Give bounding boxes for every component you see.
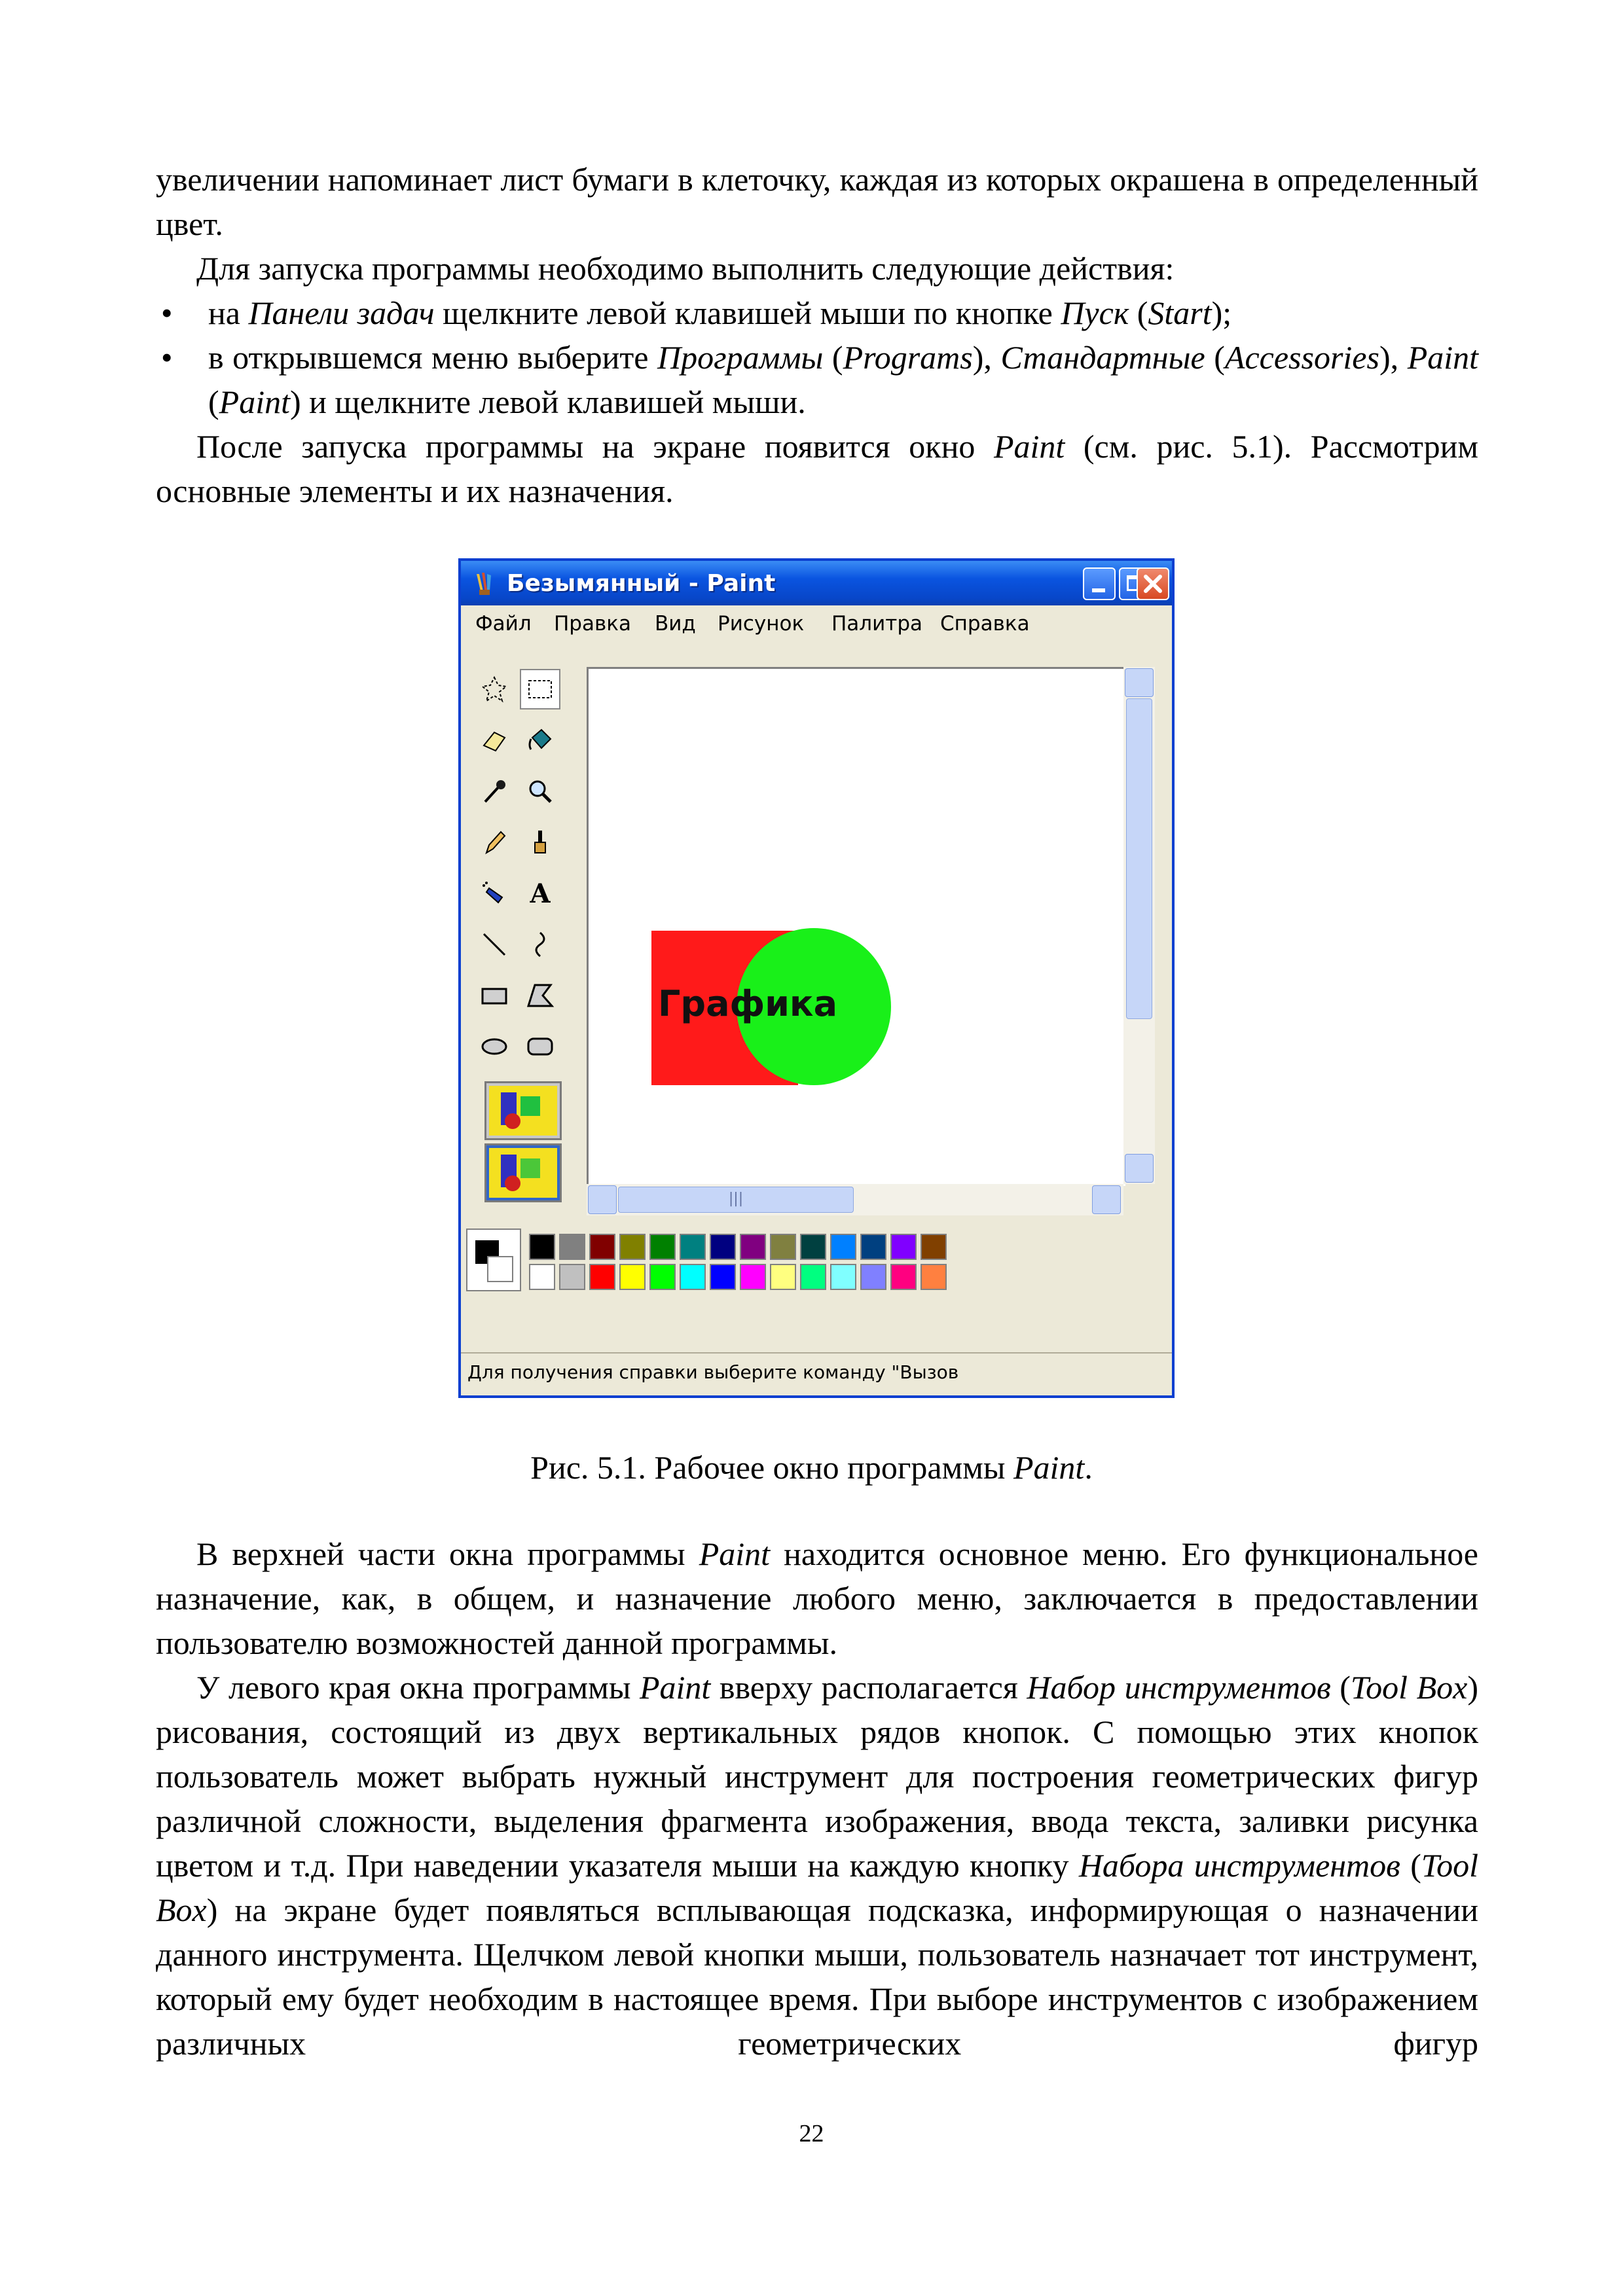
palette-swatch[interactable] [559, 1234, 585, 1260]
fill-tool[interactable] [520, 720, 560, 761]
rectangle-tool[interactable] [474, 975, 515, 1016]
menu-paragraph: В верхней части окна программы Paint находится основное меню. Его функциональное назначение, как, в общем, и назначение любого меню, заключается в предоставлении пользователю возможностей данной программы. [156, 1535, 1478, 1661]
current-colors[interactable] [466, 1229, 521, 1291]
palette-swatch[interactable] [619, 1264, 646, 1290]
palette-swatch[interactable] [830, 1264, 856, 1290]
vertical-scroll-thumb[interactable] [1126, 698, 1152, 1019]
rectangle-icon [480, 981, 509, 1010]
palette-swatch[interactable] [680, 1234, 706, 1260]
palette-swatch[interactable] [860, 1234, 886, 1260]
text-tool[interactable] [520, 873, 560, 914]
menu-file[interactable]: Файл [475, 612, 532, 636]
eraser-icon [480, 726, 509, 755]
scroll-down-button[interactable] [1125, 1154, 1154, 1183]
after-launch-paragraph: После запуска программы на экране появится окно Paint (см. рис. 5.1). Рассмотрим основные элементы и их назначения. [156, 428, 1478, 509]
rect-select-tool[interactable] [520, 669, 560, 709]
rect-select-icon [526, 675, 555, 704]
menu-palette[interactable]: Палитра [831, 612, 923, 636]
color-picker-tool[interactable] [474, 771, 515, 812]
rounded-rect-tool[interactable] [520, 1026, 560, 1067]
polygon-tool[interactable] [520, 975, 560, 1016]
curve-icon [526, 930, 555, 959]
menu-image[interactable]: Рисунок [718, 612, 805, 636]
palette-swatch[interactable] [649, 1264, 676, 1290]
close-button[interactable] [1137, 567, 1169, 600]
free-select-icon [480, 675, 509, 704]
minimize-icon [1092, 588, 1105, 592]
palette-swatch[interactable] [529, 1264, 555, 1290]
opaque-shapes-icon [486, 1083, 560, 1138]
pencil-tool[interactable] [474, 822, 515, 863]
magnifier-icon [526, 777, 555, 806]
palette-swatch[interactable] [770, 1264, 796, 1290]
horizontal-scrollbar[interactable] [587, 1184, 1123, 1215]
transparent-shapes-icon [486, 1145, 560, 1200]
palette-swatch[interactable] [860, 1264, 886, 1290]
eyedropper-icon [480, 777, 509, 806]
palette-swatch[interactable] [710, 1264, 736, 1290]
paint-window [458, 558, 1175, 1398]
palette-swatch[interactable] [680, 1264, 706, 1290]
horizontal-scroll-thumb[interactable] [618, 1187, 854, 1213]
magnifier-tool[interactable] [520, 771, 560, 812]
palette-swatch[interactable] [559, 1264, 585, 1290]
menu-view[interactable]: Вид [655, 612, 696, 636]
scroll-up-button[interactable] [1125, 668, 1154, 697]
free-select-tool[interactable] [474, 669, 515, 709]
fill-bucket-icon [526, 726, 555, 755]
menu-edit[interactable]: Правка [554, 612, 631, 636]
window-title: Безымянный - Paint [507, 570, 776, 597]
intro-line: увеличении напоминает лист бумаги в клеточку, каждая из которых окрашена в определенный цвет. [156, 161, 1478, 242]
paint-app-icon [474, 571, 495, 596]
palette-swatch[interactable] [800, 1264, 826, 1290]
line-tool[interactable] [474, 924, 515, 965]
list-item: на Панели задач щелкните левой клавишей мыши по кнопке Пуск (Start); [208, 295, 1232, 331]
airbrush-tool[interactable] [474, 873, 515, 914]
palette-swatch[interactable] [921, 1264, 947, 1290]
page-number: 22 [799, 2120, 824, 2147]
status-text: Для получения справки выберите команду "Вызов [467, 1361, 959, 1383]
title-bar[interactable] [461, 561, 1172, 605]
curve-tool[interactable] [520, 924, 560, 965]
eraser-tool[interactable] [474, 720, 515, 761]
status-bar [461, 1352, 1172, 1395]
opaque-option[interactable] [484, 1081, 562, 1140]
ellipse-tool[interactable] [474, 1026, 515, 1067]
drawing-canvas[interactable] [587, 667, 1125, 1186]
palette-swatch[interactable] [890, 1264, 917, 1290]
close-icon [1138, 569, 1168, 599]
airbrush-icon [480, 879, 509, 908]
line-icon [480, 930, 509, 959]
palette-swatch[interactable] [740, 1234, 766, 1260]
intro-text [156, 157, 1478, 513]
palette-swatch[interactable] [619, 1234, 646, 1260]
ellipse-icon [480, 1032, 509, 1061]
polygon-icon [526, 981, 555, 1010]
figure-caption: Рис. 5.1. Рабочее окно программы Paint. [530, 1449, 1093, 1486]
palette-swatch[interactable] [830, 1234, 856, 1260]
launch-line: Для запуска программы необходимо выполнить следующие действия: [196, 250, 1175, 287]
menu-bar [461, 607, 1172, 638]
palette-swatch[interactable] [649, 1234, 676, 1260]
rounded-rect-icon [526, 1032, 555, 1061]
background-color [487, 1256, 513, 1282]
text-a-icon: A [530, 878, 551, 909]
list-item: в открывшемся меню выберите Программы (Programs), Стандартные (Accessories), Paint (Paint) и щелкните левой клавишей мыши. [208, 339, 1479, 420]
scroll-left-button[interactable] [588, 1185, 617, 1214]
color-palette [466, 1229, 1167, 1312]
palette-swatch[interactable] [589, 1264, 615, 1290]
palette-swatch[interactable] [740, 1264, 766, 1290]
brush-tool[interactable] [520, 822, 560, 863]
scroll-grip: ||| [728, 1191, 744, 1207]
vertical-scrollbar[interactable] [1123, 667, 1155, 1184]
palette-swatch[interactable] [710, 1234, 736, 1260]
menu-help[interactable]: Справка [940, 612, 1030, 636]
transparent-option[interactable] [484, 1143, 562, 1202]
palette-swatch[interactable] [529, 1234, 555, 1260]
minimize-button[interactable] [1083, 567, 1116, 600]
canvas-text: Графика [658, 983, 838, 1024]
pencil-icon [480, 828, 509, 857]
scroll-right-button[interactable] [1092, 1185, 1121, 1214]
launch-steps [156, 291, 1478, 424]
palette-swatch[interactable] [921, 1234, 947, 1260]
body-text [156, 1532, 1478, 2066]
palette-swatch[interactable] [589, 1234, 615, 1260]
palette-swatch[interactable] [890, 1234, 917, 1260]
palette-swatch[interactable] [800, 1234, 826, 1260]
brush-icon [526, 828, 555, 857]
toolbox-paragraph: У левого края окна программы Paint вверху располагается Набор инструментов (Tool Box) рисования, состоящий из двух вертикальных рядов кнопок. С помощью этих кнопок пользователь может выбрать нужный инструмент для построения геометрических фигур различной сложности, выделения фрагмента изображения, ввода текста, заливки рисунка цветом и т.д. При наведении указателя мыши на каждую кнопку Набора инструментов (Tool Box) на экране будет появляться всплывающая подсказка, информирующая о назначении данного инструмента. Щелчком левой кнопки мыши, пользователь назначает тот инструмент, который ему будет необходим в настоящее время. При выборе инструментов с изображением различных геометрических фигур [156, 1669, 1478, 2062]
palette-swatch[interactable] [770, 1234, 796, 1260]
tool-box [474, 669, 566, 1186]
